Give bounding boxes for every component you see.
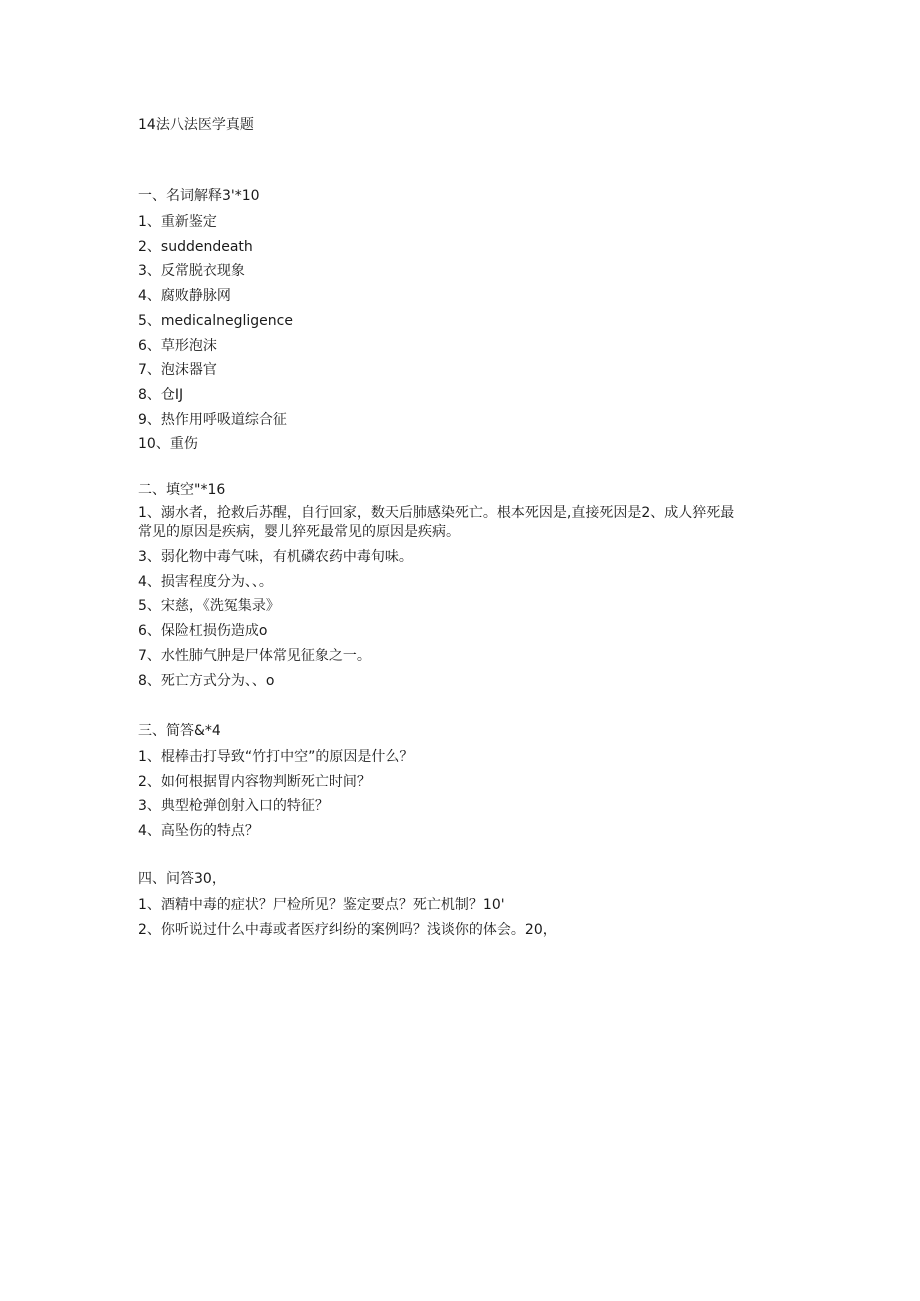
question-item: 5、宋慈，《洗冤集录》 — [138, 598, 280, 615]
question-item: 2、suddendeath — [138, 238, 253, 255]
question-item: 3、反常脱衣现象 — [138, 263, 245, 280]
question-item: 10、重伤 — [138, 436, 198, 453]
section-essay-questions — [138, 869, 748, 942]
question-item: 4、损害程度分为、、。 — [138, 573, 273, 590]
question-item: 1、重新鉴定 — [138, 214, 217, 230]
question-item: 3、典型枪弹创射入口的特征？ — [138, 798, 329, 815]
question-item: 4、高坠伤的特点？ — [138, 823, 259, 840]
question-item: 8、死亡方式分为、、o — [138, 672, 275, 689]
question-item: 7、泡沫器官 — [138, 362, 217, 379]
question-item: 1、棍棒击打导致“竹打中空”的原因是什么？ — [138, 749, 414, 765]
question-item: 2、你听说过什么中毒或者医疗纠纷的案例吗？浅谈你的体会。20， — [138, 921, 557, 938]
question-item: 3、弱化物中毒气味，有机磷农药中毒旬味。 — [138, 549, 413, 565]
section-heading: 一、名词解释3'*10 — [138, 188, 260, 204]
section-heading: 二、填空"*16 — [138, 482, 226, 498]
section-short-answer — [138, 721, 748, 844]
question-item: 4、腐败静脉网 — [138, 288, 231, 305]
question-item: 8、仓IJ — [138, 386, 184, 403]
question-item: 6、草形泡沫 — [138, 337, 217, 354]
document-title: 14法八法医学真题 — [138, 117, 254, 133]
section-heading: 四、问答30， — [138, 871, 226, 887]
section-heading: 三、简答&*4 — [138, 723, 221, 739]
question-item: 9、热作用呼吸道综合征 — [138, 411, 287, 428]
question-item: 6、保险杠损伤造成o — [138, 623, 268, 640]
question-item: 5、medicalnegligence — [138, 312, 293, 329]
question-item: 1、溺水者，抢救后苏醒，自行回家，数天后肺感染死亡。根本死因是,直接死因是2、成人猝死最常见的原因是疾病，婴儿猝死最常见的原因是疾病。 — [138, 505, 735, 540]
question-item: 1、酒精中毒的症状？尸检所见？鉴定要点？死亡机制？10' — [138, 897, 505, 913]
section-term-definitions — [138, 186, 748, 457]
section-fill-in-blanks — [138, 480, 748, 693]
question-item: 7、水性肺气肿是尸体常见征象之一。 — [138, 647, 371, 664]
question-item: 2、如何根据胃内容物判断死亡时间？ — [138, 773, 371, 790]
